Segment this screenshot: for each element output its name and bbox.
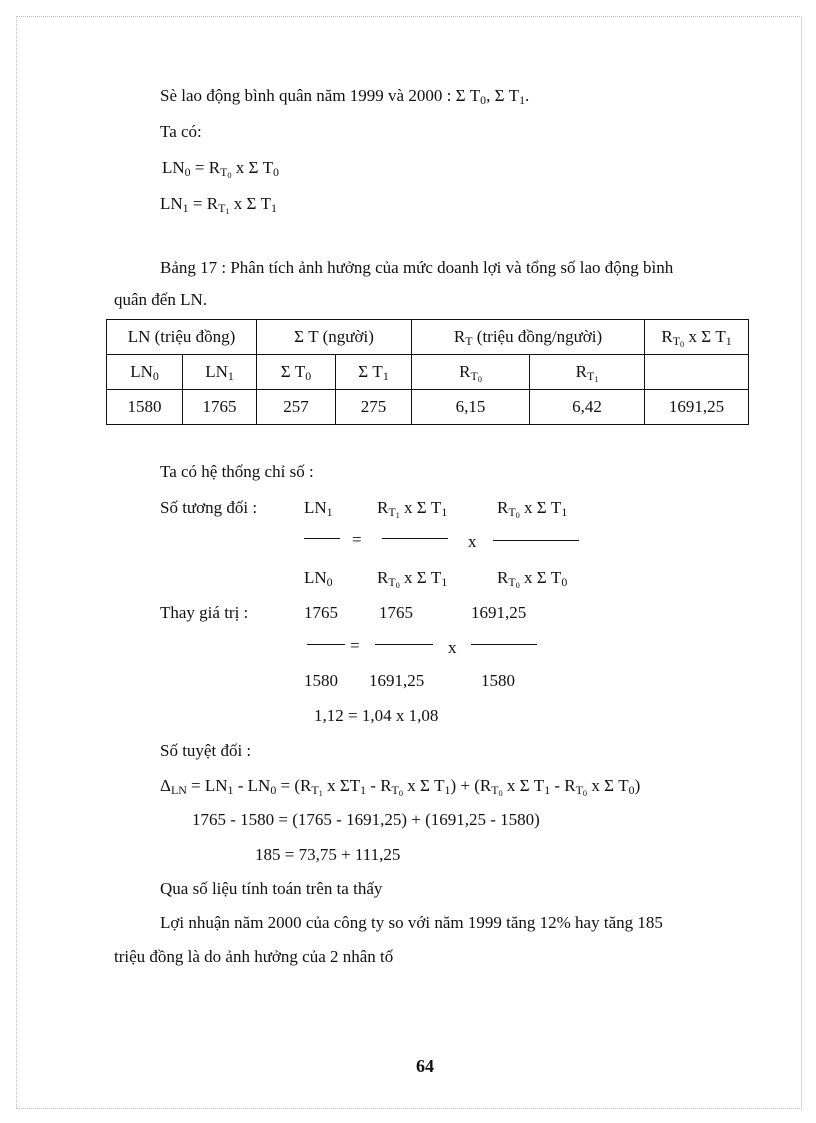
- fraction-bar: [304, 538, 340, 539]
- conclusion-line1: Qua số liệu tính toán trên ta thấy: [160, 879, 383, 898]
- conclusion-line2: Lợi nhuận năm 2000 của công ty so với năm 1999 tăng 12% hay tăng 185: [160, 913, 663, 932]
- substitute-den-2: 1691,25: [369, 671, 425, 690]
- subheader-cell: Σ $T_1$: [336, 355, 412, 390]
- analysis-table: [106, 319, 749, 425]
- subheader-cell: $R_{T_1}$: [530, 355, 645, 390]
- substitute-eq: =: [350, 636, 360, 655]
- subheader-cell: $R_{T_0}$: [412, 355, 530, 390]
- page-border: [16, 16, 802, 1109]
- formula-ln0: $LN_0 = R_{T_0}$ x Σ $T_0$: [162, 158, 279, 181]
- substitute-num-1: 1765: [304, 603, 338, 622]
- substitute-num-3: 1691,25: [471, 603, 527, 622]
- table-cell: 1691,25: [645, 390, 749, 425]
- page-number: 64: [416, 1056, 434, 1076]
- absolute-formula: $\Delta_{LN} = LN_1 - LN_0 = (R_{T_1}$ x $\Sigma T_1 - R_{T_0}$ x Σ $T_1) + (R_{T_0}$ x Σ $T_1 - R_{T_0}$ x Σ $T_0$): [160, 776, 641, 799]
- table-cell: 6,15: [412, 390, 530, 425]
- header-cell: Σ T (người): [257, 320, 412, 355]
- relative-den-1: $LN_0$: [304, 568, 333, 589]
- relative-den-3: $R_{T_0}$ x Σ $T_0$: [497, 568, 568, 591]
- absolute-label: Số tuyệt đối :: [160, 741, 252, 760]
- relative-label: Số tương đối :: [160, 498, 258, 517]
- index-system-heading: Ta có hệ thống chỉ số :: [160, 462, 314, 481]
- subheader-cell: Σ $T_0$: [257, 355, 336, 390]
- absolute-values: 1765 - 1580 = (1765 - 1691,25) + (1691,25 - 1580): [192, 810, 540, 829]
- substitute-den-1: 1580: [304, 671, 338, 690]
- table-cell: 6,42: [530, 390, 645, 425]
- relative-times: x: [468, 532, 477, 551]
- fraction-bar: [382, 538, 448, 539]
- relative-eq: =: [352, 530, 362, 549]
- table-header-row: [107, 320, 749, 355]
- subheader-cell: $LN_1$: [183, 355, 257, 390]
- substitute-num-2: 1765: [379, 603, 413, 622]
- header-cell: LN (triệu đồng): [107, 320, 257, 355]
- ta-co-label: Ta có:: [160, 122, 202, 141]
- relative-num-2: $R_{T_1}$ x Σ $T_1$: [377, 498, 448, 521]
- header-cell: $R_T$ (triệu đồng/người): [412, 320, 645, 355]
- formula-ln1: $LN_1 = R_{T_1}$ x Σ $T_1$: [160, 194, 277, 217]
- fraction-bar: [471, 644, 537, 645]
- fraction-bar: [375, 644, 433, 645]
- absolute-result: 185 = 73,75 + 111,25: [255, 845, 401, 864]
- substitute-den-3: 1580: [481, 671, 515, 690]
- relative-num-1: $LN_1$: [304, 498, 333, 519]
- table-cell: 1765: [183, 390, 257, 425]
- header-cell: $R_{T_0}$ x Σ $T_1$: [645, 320, 749, 355]
- relative-num-3: $R_{T_0}$ x Σ $T_1$: [497, 498, 568, 521]
- table-caption-line1: Bảng 17 : Phân tích ảnh hưởng của mức doanh lợi và tổng số lao động bình: [160, 258, 674, 277]
- subheader-cell: $LN_0$: [107, 355, 183, 390]
- table-cell: 275: [336, 390, 412, 425]
- fraction-bar: [307, 644, 345, 645]
- table-cell: 1580: [107, 390, 183, 425]
- relative-den-2: $R_{T_0}$ x Σ $T_1$: [377, 568, 448, 591]
- fraction-bar: [493, 540, 579, 541]
- substitute-times: x: [448, 638, 457, 657]
- index-result: 1,12 = 1,04 x 1,08: [314, 706, 439, 725]
- table-subheader-row: [107, 355, 749, 390]
- table-caption-line2: quân đến LN.: [114, 290, 208, 309]
- conclusion-line3: triệu đồng là do ảnh hưởng của 2 nhân tố: [114, 947, 394, 966]
- table-row: [107, 390, 749, 425]
- substitute-label: Thay giá trị :: [160, 603, 249, 622]
- table-cell: 257: [257, 390, 336, 425]
- intro-line: Sè lao động bình quân năm 1999 và 2000 : Σ $T_0$, Σ $T_1$.: [160, 86, 530, 107]
- subheader-cell: [645, 355, 749, 390]
